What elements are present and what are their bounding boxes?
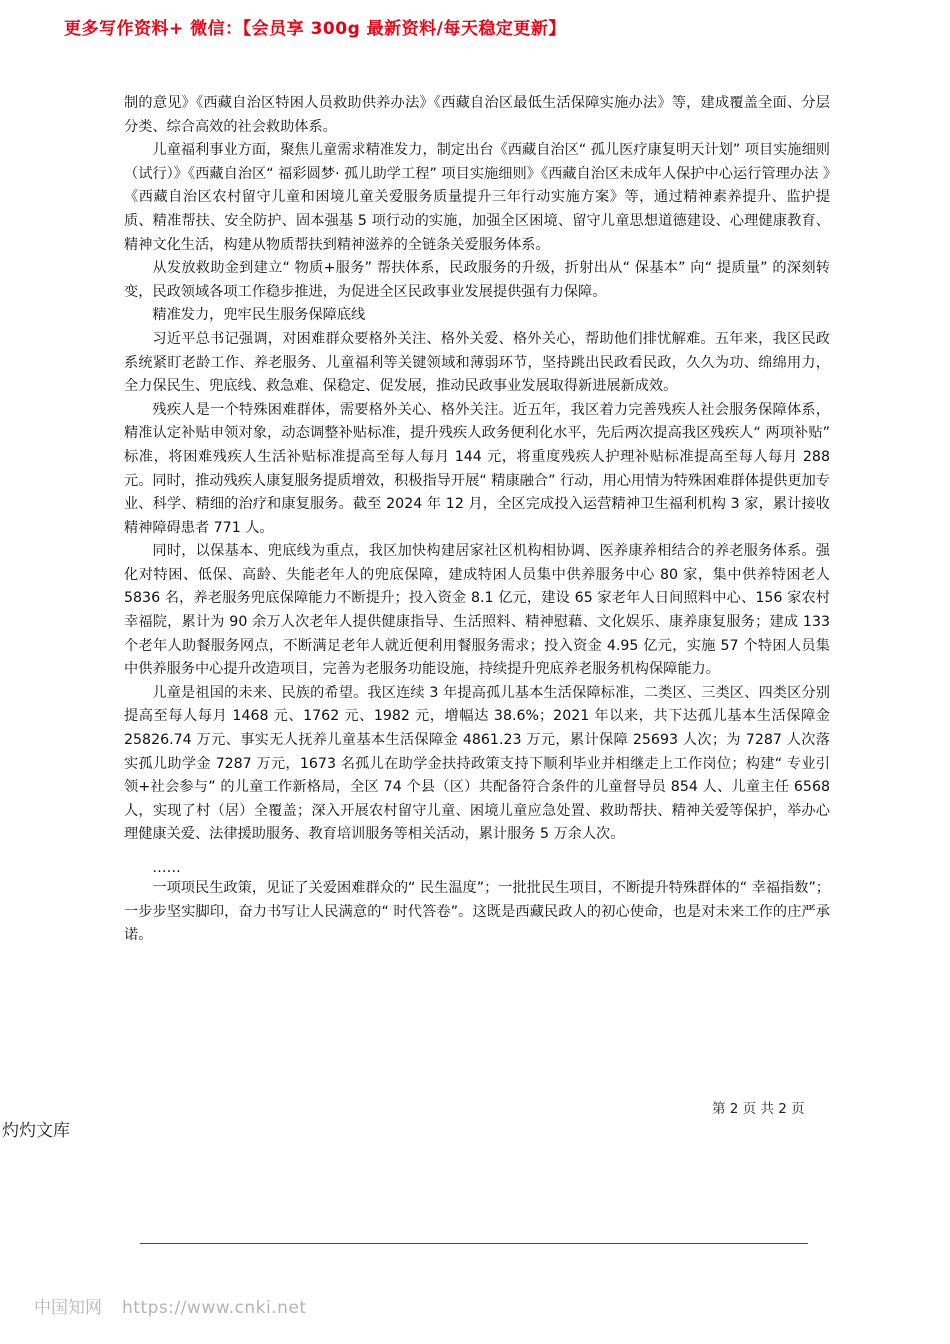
footer-divider <box>140 1243 808 1244</box>
article-paragraph: 儿童福利事业方面，聚焦儿童需求精准发力，制定出台《西藏自治区“ 孤儿医疗康复明天计划” 项目实施细则（试行）》《西藏自治区“ 福彩圆梦· 孤儿助学工程” 项目实施细则》《西藏自治区未成年人保护中心运行管理办法 》《西藏自治区农村留守儿童和困境儿童关爱服务质量提升三年行动实施方案》等，通过精神素养提升、监护提质、精准帮扶、安全防护、固本强基 5 项行动的实施，加强全区困境、留守儿童思想道德建设、心理健康教育、精神文化生活，构建从物质帮扶到精神滋养的全链条关爱服务体系。 <box>124 142 830 253</box>
article-paragraph: 习近平总书记强调，对困难群众要格外关注、格外关爱、格外关心，帮助他们排忧解难。五年来，我区民政系统紧盯老龄工作、养老服务、儿童福利等关键领域和薄弱环节，坚持跳出民政看民政，久久为功、绵绵用力，全力保民生、兜底线、救急难、保稳定、促发展，推动民政事业发展取得新进展新成效。 <box>124 330 830 395</box>
watermark-url: https://www.cnki.net <box>122 1298 307 1318</box>
library-name: 灼灼文库 <box>2 1121 70 1141</box>
article-paragraph: 一项项民生政策，见证了关爱困难群众的“ 民生温度”；一批批民生项目，不断提升特殊群体的“ 幸福指数”；一步步坚实脚印，奋力书写让人民满意的“ 时代答卷”。这既是西藏民政人的初心使命，也是对未来工作的庄严承诺。 <box>124 880 830 944</box>
section-heading: 精准发力，兜牢民生服务保障底线 <box>152 307 366 324</box>
article-body <box>124 92 830 948</box>
watermark-site-name: 中国知网 <box>34 1298 102 1318</box>
article-paragraph: 残疾人是一个特殊困难群体，需要格外关心、格外关注。近五年，我区着力完善残疾人社会服务保障体系，精准认定补贴申领对象，动态调整补贴标准，提升残疾人政务便利化水平，先后两次提高我区残疾人“ 两项补贴” 标准，将困难残疾人生活补贴标准提高至每人每月 144 元，将重度残疾人护理补贴标准提高至每人每月 288 元。同时，推动残疾人康复服务提质增效，积极指导开展“ 精康融合” 行动，用心用情为特殊困难群体提供更加专业、科学、精细的治疗和康复服务。截至 2024 年 12 月，全区完成投入运营精神卫生福利机构 3 家，累计接收精神障碍患者 771 人。 <box>124 401 830 536</box>
article-paragraph: 儿童是祖国的未来、民族的希望。我区连续 3 年提高孤儿基本生活保障标准，二类区、三类区、四类区分别提高至每人每月 1468 元、1762 元、1982 元，增幅达 38.6%；2021 年以来，共下达孤儿基本生活保障金 25826.74 万元、事实无人抚养儿童基本生活保障金 4861.23 万元，累计保障 25693 人次；为 7287 人次落实孤儿助学金 7287 万元，1673 名孤儿在助学金扶持政策支持下顺利毕业并相继走上工作岗位；构建“ 专业引领+社会参与” 的儿童工作新格局，全区 74 个县（区）共配备符合条件的儿童督导员 854 人、儿童主任 6568 人，实现了村（居）全覆盖；深入开展农村留守儿童、困境儿童应急处置、救助帮扶、精神关爱等保护，举办心理健康关爱、法律援助服务、教育培训服务等相关活动，累计服务 5 万余人次。 <box>124 684 830 843</box>
ellipsis: …… <box>152 860 181 876</box>
article-paragraph: 从发放救助金到建立“ 物质+服务” 帮扶体系，民政服务的升级，折射出从“ 保基本” 向“ 提质量” 的深刻转变，民政领域各项工作稳步推进，为促进全区民政事业发展提供强有力保障。 <box>124 260 830 300</box>
promo-banner: 更多写作资料+ 微信：【会员享 300g 最新资料/每天稳定更新】 <box>64 19 566 39</box>
page-number: 第 2 页 共 2 页 <box>712 1101 805 1117</box>
article-paragraph: 制的意见》《西藏自治区特困人员救助供养办法》《西藏自治区最低生活保障实施办法》等，建成覆盖全面、分层分类、综合高效的社会救助体系。 <box>124 95 830 135</box>
cnki-watermark <box>34 1293 306 1318</box>
article-paragraph: 同时，以保基本、兜底线为重点，我区加快构建居家社区机构相协调、医养康养相结合的养老服务体系。强化对特困、低保、高龄、失能老年人的兜底保障，建成特困人员集中供养服务中心 80 家，集中供养特困老人 5836 名，养老服务兜底保障能力不断提升；投入资金 8.1 亿元，建设 65 家老年人日间照料中心、156 家农村幸福院，累计为 90 余万人次老年人提供健康指导、生活照料、精神慰藉、文化娱乐、康养康复服务；建成 133 个老年人助餐服务网点，不断满足老年人就近便利用餐服务需求；投入资金 4.95 亿元，实施 57 个特困人员集中供养服务中心提升改造项目，完善为老服务功能设施，持续提升兜底养老服务机构保障能力。 <box>124 543 830 678</box>
